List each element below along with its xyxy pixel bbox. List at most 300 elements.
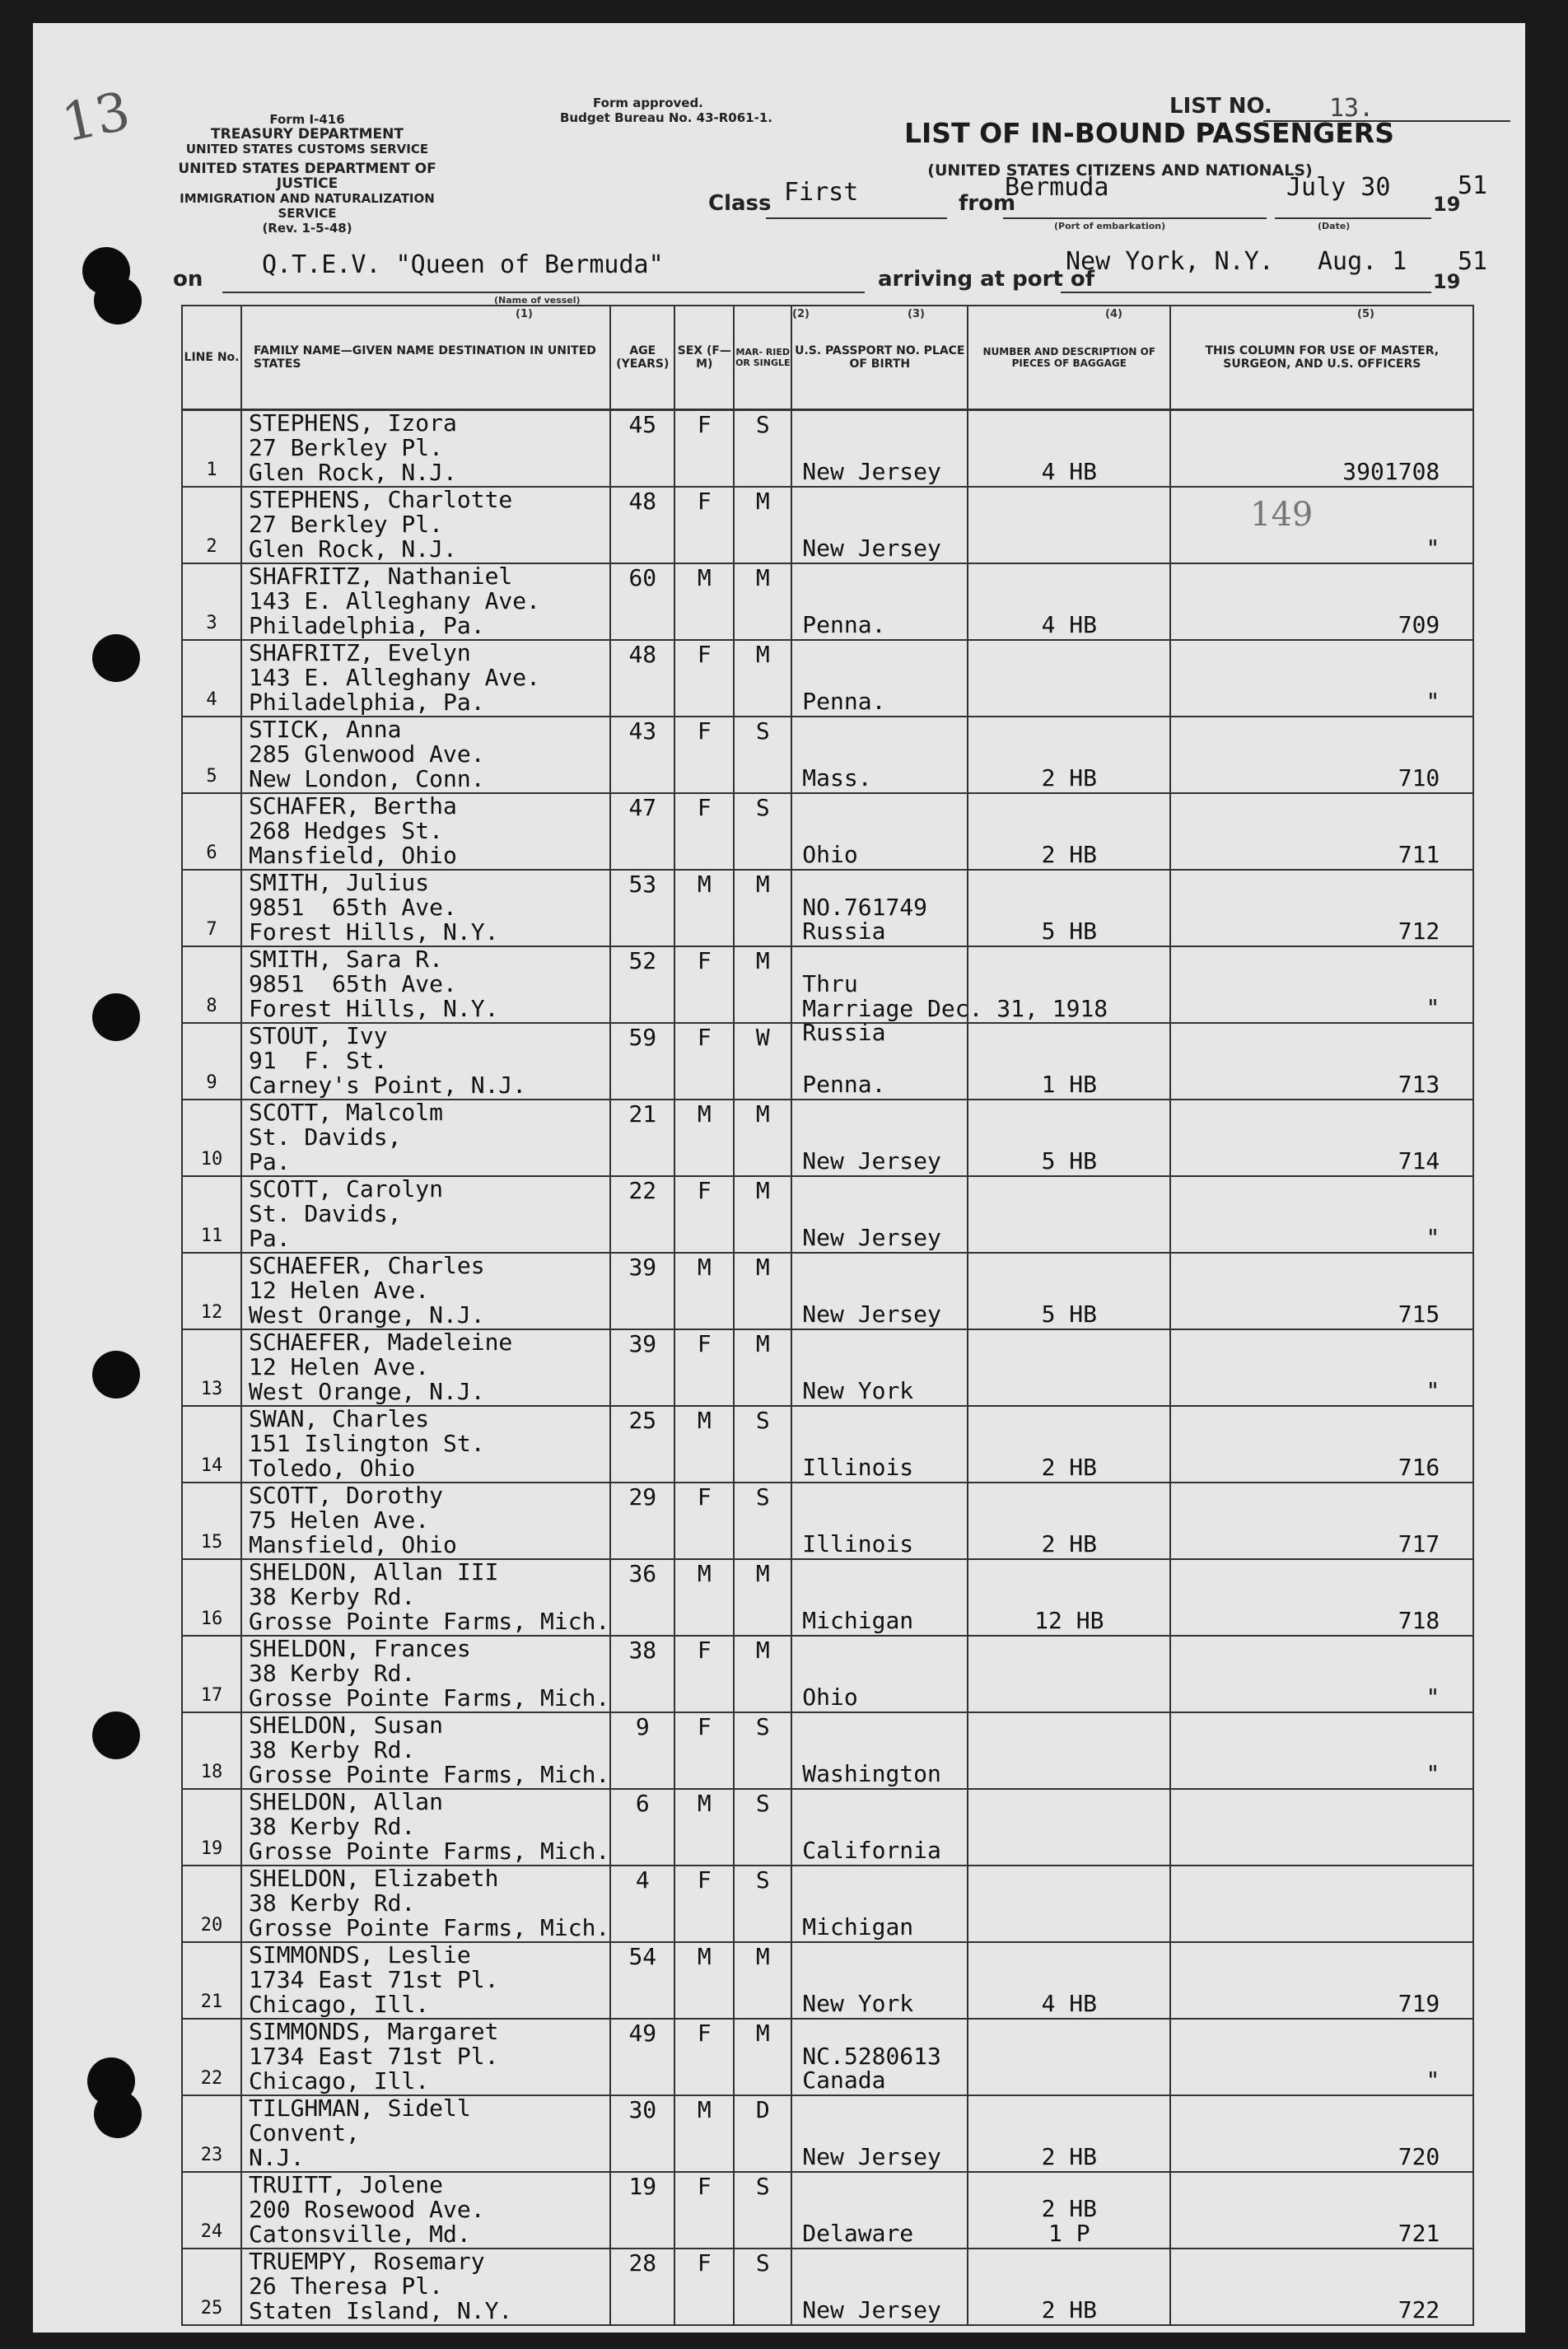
- name-cell: [241, 487, 610, 563]
- class-label: Class: [708, 191, 772, 216]
- place-of-birth: New Jersey: [802, 2296, 941, 2323]
- sex: F: [697, 794, 712, 821]
- baggage-cell: [968, 870, 1170, 946]
- marital-cell: [734, 1329, 791, 1406]
- passenger-address: 38 Kerby Rd.: [249, 1736, 416, 1763]
- passport-cell: [791, 1483, 968, 1559]
- age-cell: [610, 1253, 674, 1329]
- passenger-address: 12 Helen Ave.: [249, 1353, 430, 1380]
- place-of-birth: Illinois: [802, 1454, 914, 1481]
- table-row: [182, 1100, 1473, 1176]
- marital-status: M: [755, 1100, 770, 1128]
- marital-cell: [734, 410, 791, 488]
- place-of-birth: New Jersey: [802, 2143, 941, 2170]
- marital-status: S: [755, 1790, 770, 1817]
- marital-cell: [734, 1176, 791, 1253]
- officer-number: 709: [1398, 611, 1440, 638]
- officer-cell: [1170, 2095, 1473, 2172]
- passport-cell: [791, 1100, 968, 1176]
- officer-number: ": [1426, 688, 1440, 715]
- marital-status: M: [755, 947, 770, 974]
- table-row: [182, 1406, 1473, 1483]
- passenger-name: TRUEMPY, Rosemary: [249, 2248, 485, 2275]
- name-cell: [241, 870, 610, 946]
- age: 25: [628, 1407, 657, 1434]
- line-no: 22: [200, 2068, 223, 2089]
- age: 38: [628, 1637, 657, 1664]
- marital-status: S: [755, 1407, 770, 1434]
- sex: F: [697, 1483, 712, 1511]
- sex: M: [697, 1254, 712, 1281]
- name-cell: [241, 1636, 610, 1712]
- col-num-2: (2): [792, 308, 810, 320]
- passenger-address: 38 Kerby Rd.: [249, 1660, 416, 1687]
- passenger-city: Glen Rock, N.J.: [249, 535, 457, 563]
- officer-cell: [1170, 2172, 1473, 2249]
- marital-cell: [734, 640, 791, 717]
- table-row: [182, 2095, 1473, 2172]
- marital-cell: [734, 1406, 791, 1483]
- baggage-cell: [968, 1559, 1170, 1636]
- baggage-cell: [968, 793, 1170, 870]
- line-no-cell: [182, 1176, 241, 1253]
- age-cell: [610, 2249, 674, 2325]
- table-row: [182, 1023, 1473, 1100]
- officer-number: ": [1426, 535, 1440, 562]
- marital-status: M: [755, 1330, 770, 1357]
- passport-cell: [791, 1636, 968, 1712]
- officer-cell: [1170, 487, 1473, 563]
- officer-cell: [1170, 946, 1473, 1023]
- age-cell: [610, 1559, 674, 1636]
- col-name: FAMILY NAME—GIVEN NAME DESTINATION IN UNITED STATES: [241, 306, 610, 410]
- passenger-city: Carney's Point, N.J.: [249, 1072, 527, 1099]
- passenger-address: 268 Hedges St.: [249, 817, 444, 844]
- officer-cell: [1170, 1636, 1473, 1712]
- line-no-cell: [182, 563, 241, 640]
- table-row: [182, 717, 1473, 793]
- sex: F: [697, 1866, 712, 1894]
- line-no: 14: [200, 1455, 223, 1476]
- baggage: 4 HB: [1041, 1990, 1098, 2017]
- name-cell: [241, 1329, 610, 1406]
- baggage-cell: [968, 1329, 1170, 1406]
- officer-number: 720: [1398, 2143, 1440, 2170]
- table-row: [182, 2249, 1473, 2325]
- name-cell: [241, 2249, 610, 2325]
- marital-cell: [734, 946, 791, 1023]
- officer-number: 713: [1398, 1071, 1440, 1098]
- officer-cell: [1170, 1023, 1473, 1100]
- table-row: [182, 1712, 1473, 1789]
- line-no-cell: [182, 1712, 241, 1789]
- name-cell: [241, 1789, 610, 1866]
- officer-number: 717: [1398, 1530, 1440, 1557]
- sex: M: [697, 1790, 712, 1817]
- marital-cell: [734, 793, 791, 870]
- place-of-birth: Mass.: [802, 764, 872, 792]
- vessel-caption: (Name of vessel): [494, 295, 581, 306]
- age-cell: [610, 1023, 674, 1100]
- marital-status: M: [755, 1943, 770, 1970]
- sex: F: [697, 1330, 712, 1357]
- punch-hole-4: [92, 993, 140, 1041]
- officer-number: 712: [1398, 918, 1440, 945]
- place-of-birth: Ohio: [802, 841, 858, 868]
- passenger-name: SHELDON, Susan: [249, 1712, 444, 1739]
- baggage: 2 HB: [1041, 2296, 1098, 2323]
- age-cell: [610, 1329, 674, 1406]
- budget-block: Form approved. Budget Bureau No. 43-R061-1.: [560, 96, 772, 125]
- marital-status: M: [755, 1254, 770, 1281]
- passenger-city: Pa.: [249, 1225, 291, 1252]
- line-no-cell: [182, 1636, 241, 1712]
- age-cell: [610, 1406, 674, 1483]
- punch-hole-5: [92, 1351, 140, 1399]
- passenger-address: 38 Kerby Rd.: [249, 1813, 416, 1840]
- passenger-address: St. Davids,: [249, 1200, 402, 1227]
- sex-cell: [674, 870, 734, 946]
- passenger-name: SWAN, Charles: [249, 1405, 430, 1432]
- table-row: [182, 870, 1473, 946]
- passport-cell: [791, 2249, 968, 2325]
- arriving-label: arriving at port of: [878, 267, 1095, 292]
- passenger-name: SHAFRITZ, Evelyn: [249, 639, 471, 666]
- table-row: [182, 563, 1473, 640]
- officer-number: 714: [1398, 1147, 1440, 1174]
- manifest-page: [33, 23, 1525, 2333]
- place-of-birth: Delaware: [802, 2220, 914, 2247]
- line-no: 18: [200, 1762, 223, 1782]
- passenger-city: New London, Conn.: [249, 765, 485, 792]
- arrival-port-value: New York, N.Y.: [1066, 247, 1274, 276]
- passenger-table: [181, 305, 1474, 2326]
- age: 48: [628, 488, 657, 515]
- sex-cell: [674, 1559, 734, 1636]
- passenger-city: Philadelphia, Pa.: [249, 689, 485, 716]
- marital-status: M: [755, 641, 770, 668]
- table-row: [182, 2019, 1473, 2095]
- line-no-cell: [182, 1406, 241, 1483]
- baggage: 12 HB: [1034, 1607, 1104, 1634]
- table-row: [182, 793, 1473, 870]
- passenger-city: Pa.: [249, 1148, 291, 1175]
- table-row: [182, 1942, 1473, 2019]
- col-num-1: (1): [516, 308, 533, 320]
- passenger-address: 91 F. St.: [249, 1047, 388, 1074]
- officer-number: ": [1426, 1224, 1440, 1251]
- name-cell: [241, 1866, 610, 1942]
- passenger-name: SCOTT, Malcolm: [249, 1099, 444, 1126]
- passenger-name: SHELDON, Frances: [249, 1635, 471, 1662]
- name-cell: [241, 563, 610, 640]
- officer-cell: [1170, 1789, 1473, 1866]
- passenger-address: 12 Helen Ave.: [249, 1277, 430, 1304]
- table-row: [182, 1483, 1473, 1559]
- passenger-name: SMITH, Julius: [249, 869, 430, 896]
- place-of-birth: Russia: [802, 918, 886, 945]
- officer-number: ": [1426, 1377, 1440, 1404]
- passport-cell: [791, 487, 968, 563]
- place-of-birth: New Jersey: [802, 535, 941, 562]
- officer-cell: [1170, 410, 1473, 488]
- col-num-3: (3): [908, 308, 925, 320]
- passport-cell: [791, 1253, 968, 1329]
- sex-cell: [674, 717, 734, 793]
- justice-block: UNITED STATES DEPARTMENT OF JUSTICE IMMIGRATION AND NATURALIZATION SERVICE (Rev. 1-5-48): [178, 161, 436, 236]
- sex: F: [697, 947, 712, 974]
- name-cell: [241, 946, 610, 1023]
- line-no: 10: [200, 1149, 223, 1170]
- sex: F: [697, 1024, 712, 1051]
- name-cell: [241, 1406, 610, 1483]
- table-row: [182, 1789, 1473, 1866]
- baggage: 2 HB: [1041, 1454, 1098, 1481]
- name-cell: [241, 793, 610, 870]
- passport-cell: [791, 1406, 968, 1483]
- passenger-name: SCHAEFER, Charles: [249, 1252, 485, 1279]
- officer-number: 718: [1398, 1607, 1440, 1634]
- from-value: Bermuda: [1005, 173, 1109, 202]
- on-label: on: [173, 267, 203, 292]
- date-caption: (Date): [1318, 221, 1351, 231]
- baggage: 5 HB: [1041, 918, 1098, 945]
- col-sex: SEX (F—M): [674, 306, 734, 410]
- name-cell: [241, 2095, 610, 2172]
- line-no: 13: [200, 1379, 223, 1399]
- passport-cell: [791, 563, 968, 640]
- marital-status: W: [755, 1024, 770, 1051]
- sex-cell: [674, 2172, 734, 2249]
- marital-cell: [734, 2095, 791, 2172]
- place-of-birth: Washington: [802, 1760, 941, 1787]
- sex: F: [697, 2020, 712, 2047]
- passenger-city: Chicago, Ill.: [249, 2067, 430, 2094]
- passenger-address: 27 Berkley Pl.: [249, 511, 444, 538]
- passenger-name: SCHAFER, Bertha: [249, 792, 457, 820]
- age: 21: [628, 1100, 657, 1128]
- marital-status: M: [755, 871, 770, 898]
- passport-cell: [791, 793, 968, 870]
- officer-number: ": [1426, 994, 1440, 1021]
- marital-cell: [734, 1559, 791, 1636]
- col-line-no: LINE No.: [182, 306, 241, 410]
- passport-cell: [791, 1712, 968, 1789]
- passenger-city: Mansfield, Ohio: [249, 842, 457, 869]
- baggage-cell: [968, 410, 1170, 488]
- passenger-address: 143 E. Alleghany Ave.: [249, 587, 541, 614]
- table-row: [182, 1253, 1473, 1329]
- col-num-5: (5): [1357, 308, 1374, 320]
- passenger-address: 1734 East 71st Pl.: [249, 2043, 499, 2070]
- place-of-birth: Penna.: [802, 1071, 886, 1098]
- name-cell: [241, 1712, 610, 1789]
- line-no-cell: [182, 1100, 241, 1176]
- punch-hole-3: [92, 634, 140, 682]
- line-no: 16: [200, 1609, 223, 1629]
- line-no-cell: [182, 1483, 241, 1559]
- sex: F: [697, 1177, 712, 1204]
- age-cell: [610, 410, 674, 488]
- col-passport: U.S. PASSPORT NO. PLACE OF BIRTH: [791, 306, 968, 410]
- line-no: 15: [200, 1532, 223, 1553]
- line-no-cell: [182, 2019, 241, 2095]
- baggage: 1 HB: [1041, 1071, 1098, 1098]
- age: 47: [628, 794, 657, 821]
- marital-status: S: [755, 794, 770, 821]
- age: 22: [628, 1177, 657, 1204]
- baggage-cell: [968, 1866, 1170, 1942]
- passenger-address: Convent,: [249, 2119, 360, 2146]
- line-no: 9: [206, 1072, 217, 1093]
- passenger-address: 38 Kerby Rd.: [249, 1889, 416, 1917]
- sex: M: [697, 871, 712, 898]
- passenger-name: SMITH, Sara R.: [249, 946, 444, 973]
- officer-cell: [1170, 2019, 1473, 2095]
- marital-status: M: [755, 1637, 770, 1664]
- officer-cell: [1170, 1329, 1473, 1406]
- sex-cell: [674, 2249, 734, 2325]
- officer-number: 716: [1398, 1454, 1440, 1481]
- passenger-name: SCOTT, Dorothy: [249, 1482, 444, 1509]
- passport-cell: [791, 2019, 968, 2095]
- baggage-cell: [968, 1100, 1170, 1176]
- line-no: 20: [200, 1915, 223, 1936]
- table-row: [182, 2172, 1473, 2249]
- officer-number: ": [1426, 2066, 1440, 2094]
- baggage-cell: [968, 1023, 1170, 1100]
- passport-cell: [791, 640, 968, 717]
- sex-cell: [674, 2095, 734, 2172]
- marital-status: M: [755, 1560, 770, 1587]
- marital-cell: [734, 1942, 791, 2019]
- place-of-birth: Michigan: [802, 1607, 914, 1634]
- age-cell: [610, 1176, 674, 1253]
- passenger-name: SCOTT, Carolyn: [249, 1175, 444, 1203]
- age: 45: [628, 411, 657, 438]
- marital-status: D: [755, 2096, 770, 2123]
- line-no-cell: [182, 793, 241, 870]
- age-cell: [610, 1636, 674, 1712]
- passport-number: NC.5280613: [802, 2043, 941, 2070]
- passenger-city: West Orange, N.J.: [249, 1378, 485, 1405]
- passenger-city: Grosse Pointe Farms, Mich.: [249, 1838, 610, 1865]
- class-value: First: [784, 178, 859, 207]
- marital-cell: [734, 1100, 791, 1176]
- passport-cell: [791, 717, 968, 793]
- marital-cell: [734, 717, 791, 793]
- baggage-cell: [968, 717, 1170, 793]
- line-no: 17: [200, 1685, 223, 1706]
- sex-cell: [674, 946, 734, 1023]
- sex-cell: [674, 1253, 734, 1329]
- date-year: 51: [1458, 171, 1488, 200]
- name-cell: [241, 1023, 610, 1100]
- line-no: 3: [206, 613, 217, 633]
- sex-cell: [674, 1176, 734, 1253]
- age-cell: [610, 1100, 674, 1176]
- marital-cell: [734, 1253, 791, 1329]
- name-cell: [241, 640, 610, 717]
- marital-status: S: [755, 1866, 770, 1894]
- officer-cell: [1170, 793, 1473, 870]
- passenger-name: SHELDON, Allan III: [249, 1558, 499, 1585]
- place-of-birth: New Jersey: [802, 1147, 941, 1174]
- passport-cell: [791, 1176, 968, 1253]
- sex-cell: [674, 1942, 734, 2019]
- officer-cell: [1170, 1866, 1473, 1942]
- age: 60: [628, 564, 657, 591]
- sex: F: [697, 2173, 712, 2200]
- officer-number: 711: [1398, 841, 1440, 868]
- sex: F: [697, 717, 712, 745]
- age-cell: [610, 1712, 674, 1789]
- date-year-prefix: 19: [1433, 193, 1461, 216]
- baggage-cell: [968, 2249, 1170, 2325]
- line-no-cell: [182, 487, 241, 563]
- passenger-city: Grosse Pointe Farms, Mich.: [249, 1914, 610, 1941]
- sex-cell: [674, 563, 734, 640]
- age: 28: [628, 2249, 657, 2277]
- passenger-address: 38 Kerby Rd.: [249, 1583, 416, 1610]
- passport-cell: [791, 2172, 968, 2249]
- line-no: 7: [206, 919, 217, 940]
- passenger-city: Chicago, Ill.: [249, 1991, 430, 2018]
- officer-cell: [1170, 717, 1473, 793]
- baggage-cell: [968, 1712, 1170, 1789]
- age-cell: [610, 487, 674, 563]
- age: 52: [628, 947, 657, 974]
- officer-cell: [1170, 870, 1473, 946]
- arrive-year-prefix: 19: [1433, 270, 1461, 293]
- officer-cell: [1170, 1253, 1473, 1329]
- agency-block: Form I-416 TREASURY DEPARTMENT UNITED STATES CUSTOMS SERVICE: [185, 112, 429, 156]
- name-cell: [241, 2019, 610, 2095]
- line-no: 2: [206, 536, 217, 557]
- marital-cell: [734, 2172, 791, 2249]
- sex: F: [697, 1713, 712, 1740]
- passenger-name: STEPHENS, Izora: [249, 409, 457, 437]
- officer-number: 722: [1398, 2296, 1440, 2323]
- name-cell: [241, 717, 610, 793]
- sex-cell: [674, 1712, 734, 1789]
- passport-cell: [791, 1789, 968, 1866]
- passport-cell: [791, 1866, 968, 1942]
- passenger-address: 200 Rosewood Ave.: [249, 2196, 485, 2223]
- line-no: 19: [200, 1838, 223, 1859]
- officer-cell: [1170, 1406, 1473, 1483]
- place-of-birth: Canada: [802, 2066, 886, 2094]
- baggage-cell: [968, 1176, 1170, 1253]
- line-no: 12: [200, 1302, 223, 1323]
- line-no-cell: [182, 410, 241, 488]
- officer-cell: [1170, 1712, 1473, 1789]
- age: 29: [628, 1483, 657, 1511]
- line-no-cell: [182, 640, 241, 717]
- line-no: 24: [200, 2221, 223, 2242]
- officer-cell: [1170, 1559, 1473, 1636]
- col-num-4: (4): [1105, 308, 1122, 320]
- name-cell: [241, 1100, 610, 1176]
- officer-cell: [1170, 640, 1473, 717]
- officer-cell: [1170, 563, 1473, 640]
- passenger-city: Catonsville, Md.: [249, 2221, 471, 2248]
- passenger-city: Philadelphia, Pa.: [249, 612, 485, 639]
- passport-number: Thru: [802, 970, 858, 997]
- baggage-cell: [968, 563, 1170, 640]
- officer-cell: [1170, 1483, 1473, 1559]
- marital-status: S: [755, 1483, 770, 1511]
